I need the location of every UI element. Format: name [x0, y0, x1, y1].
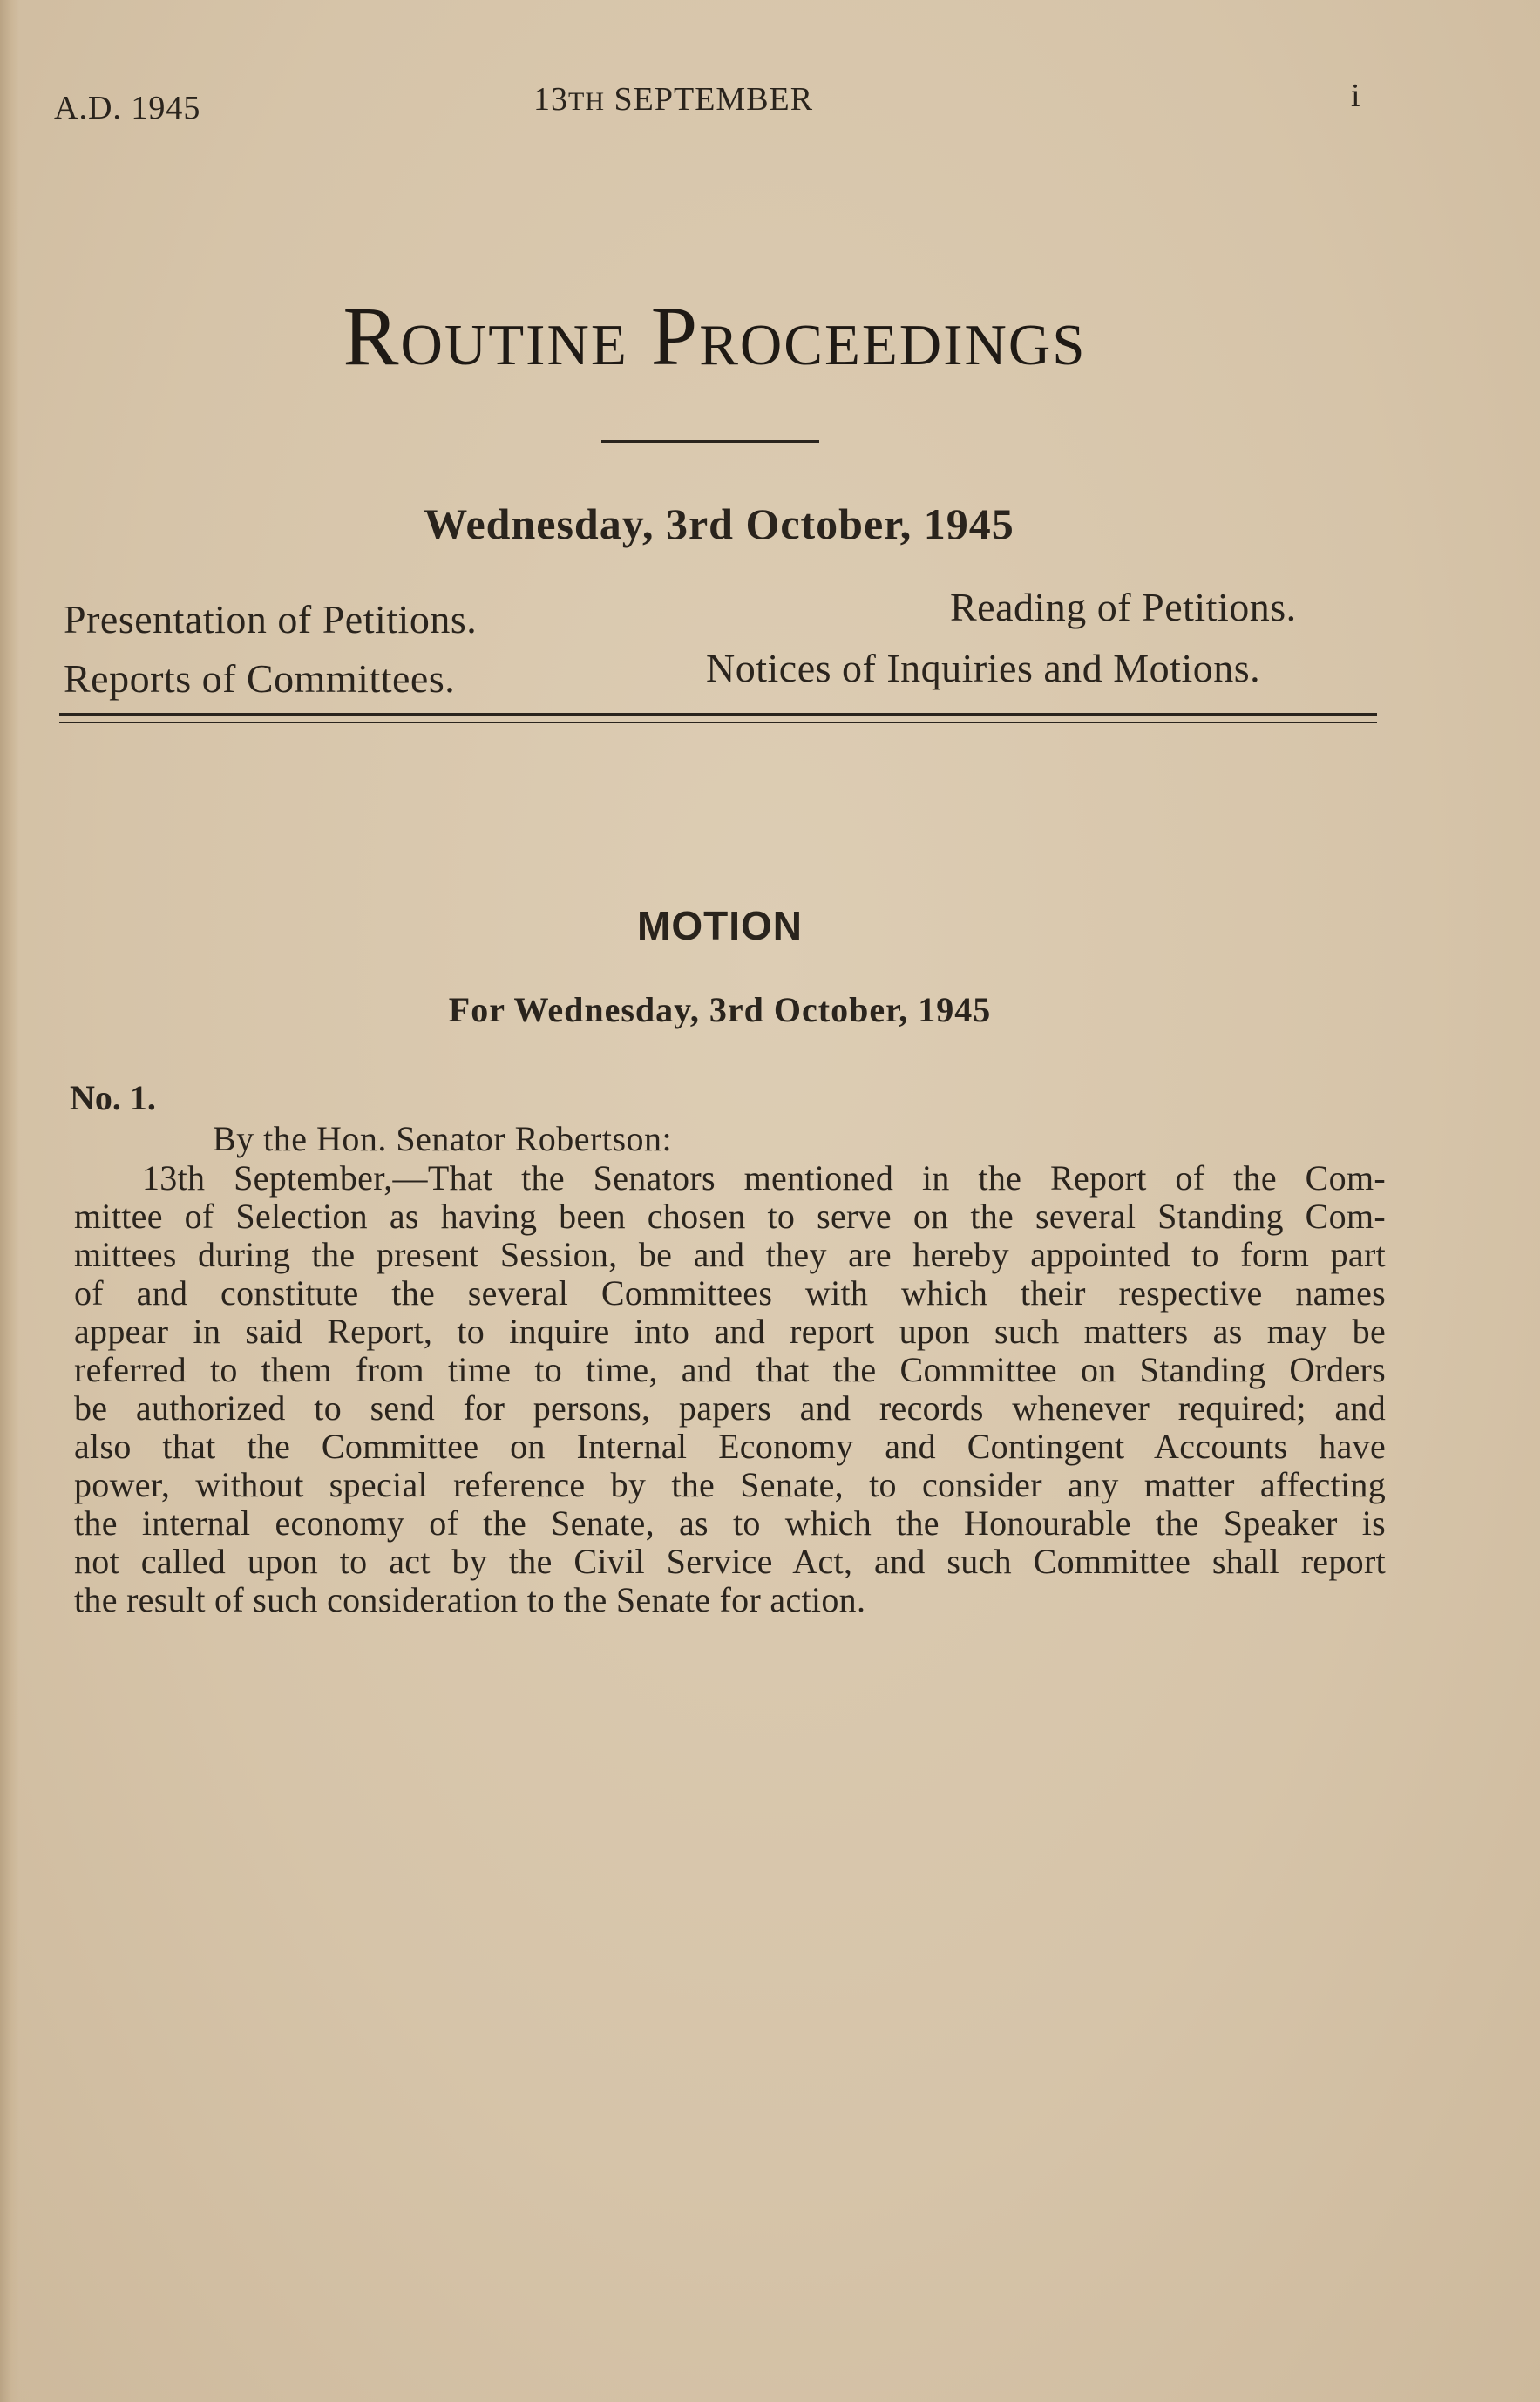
order-item-reports-of-committees: Reports of Committees. — [64, 656, 456, 701]
motion-line: of and constitute the several Committees with which their respective names — [74, 1273, 1386, 1313]
motion-line: not called upon to act by the Civil Service Act, and such Committee shall report — [74, 1542, 1386, 1581]
item-number: No. 1. — [70, 1078, 156, 1117]
motion-line: mittees during the present Session, be and they are hereby appointed to form part — [74, 1235, 1386, 1274]
motion-line: the result of such consideration to the Senate for action. — [74, 1580, 866, 1619]
page-title: Routine Proceedings — [343, 289, 1087, 383]
motion-text — [74, 1159, 1386, 1619]
motion-line: referred to them from time to time, and that the Committee on Standing Orders — [74, 1350, 1386, 1389]
page-number: i — [1351, 78, 1361, 114]
running-head — [0, 80, 1540, 132]
motion-line: the internal economy of the Senate, as to which the Honourable the Speaker is — [74, 1503, 1386, 1543]
item-mover: By the Hon. Senator Robertson: — [213, 1119, 673, 1158]
motion-line: mittee of Selection as having been chosen to serve on the several Standing Com- — [74, 1197, 1386, 1236]
running-head-year: A.D. 1945 — [54, 90, 201, 126]
motion-line: 13th September,—That the Senators mentioned in the Report of the Com- — [142, 1158, 1386, 1198]
running-head-date-month: SEPTEMBER — [614, 81, 814, 118]
title-rule — [601, 440, 819, 443]
order-item-reading-of-petitions: Reading of Petitions. — [950, 585, 1297, 629]
motion-line: be authorized to send for persons, papers and records whenever required; and — [74, 1388, 1386, 1428]
running-head-date-number: 13 — [533, 81, 568, 118]
motion-line: power, without special reference by the Senate, to consider any matter affecting — [74, 1465, 1386, 1504]
order-item-notices-of-inquiries: Notices of Inquiries and Motions. — [706, 646, 1261, 690]
order-item-presentation-of-petitions: Presentation of Petitions. — [64, 597, 478, 641]
running-head-date-suffix: TH — [568, 87, 605, 116]
motion-line: also that the Committee on Internal Economy and Contingent Accounts have — [74, 1427, 1386, 1466]
running-head-date — [533, 80, 813, 119]
section-subheading: For Wednesday, 3rd October, 1945 — [448, 990, 992, 1029]
section-heading: MOTION — [637, 903, 803, 948]
section-divider — [59, 713, 1377, 723]
sitting-date: Wednesday, 3rd October, 1945 — [424, 499, 1014, 548]
motion-line: appear in said Report, to inquire into and report upon such matters as may be — [74, 1312, 1386, 1351]
